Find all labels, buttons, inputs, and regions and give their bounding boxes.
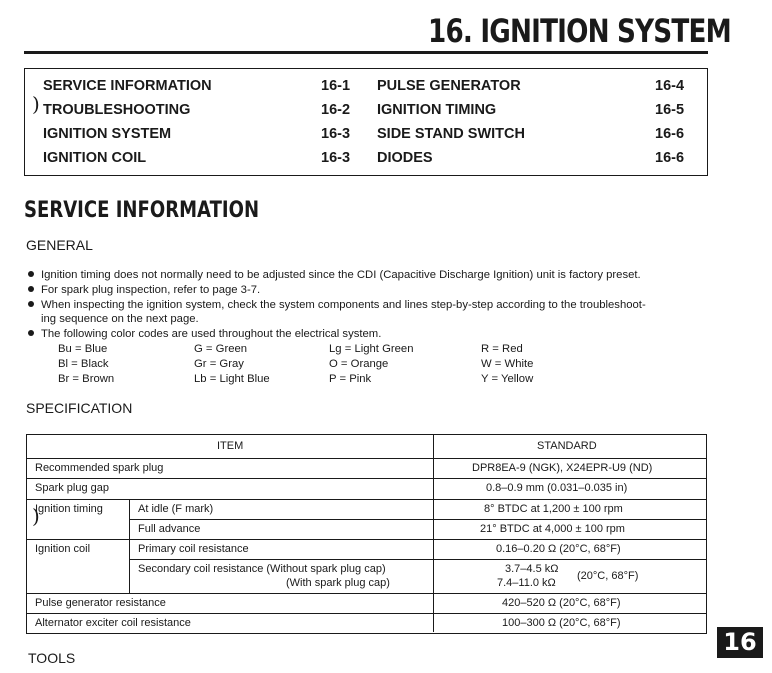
color-code: Lb = Light Blue — [194, 373, 270, 385]
toc-item[interactable]: SIDE STAND SWITCH — [377, 126, 525, 142]
toc-page: 16-3 — [321, 126, 351, 142]
spec-item: Recommended spark plug — [35, 462, 164, 474]
spec-subitem: (With spark plug cap) — [286, 577, 390, 589]
spec-value: 420–520 Ω (20°C, 68°F) — [502, 597, 621, 609]
bullet-dot — [28, 271, 34, 277]
color-code: Br = Brown — [58, 373, 115, 385]
bullet-dot — [28, 330, 34, 336]
table-rule — [27, 458, 706, 459]
color-code: O = Orange — [329, 358, 389, 370]
toc-page: 16-6 — [655, 126, 685, 142]
toc-page: 16-5 — [655, 102, 685, 118]
color-code: Bl = Black — [58, 358, 109, 370]
spec-value: 3.7–4.5 kΩ — [505, 563, 559, 575]
column-header-standard: STANDARD — [537, 440, 597, 452]
bullet-dot — [28, 286, 34, 292]
bullet-item: Ignition timing does not normally need to be adjusted since the CDI (Capacitive Discharge Ignition) unit is factory preset. — [28, 269, 641, 281]
column-header-item: ITEM — [217, 440, 244, 452]
table-rule — [129, 559, 706, 560]
toc-page: 16-6 — [655, 150, 685, 166]
spec-value: (20°C, 68°F) — [577, 570, 639, 582]
spec-item: Ignition timing — [35, 503, 103, 515]
binding-mark: ) — [32, 92, 40, 116]
toc-page: 16-2 — [321, 102, 351, 118]
spec-value: 7.4–11.0 kΩ — [497, 577, 556, 589]
spec-value: 100–300 Ω (20°C, 68°F) — [502, 617, 621, 629]
color-code: Y = Yellow — [481, 373, 534, 385]
spec-item: Ignition coil — [35, 543, 91, 555]
toc-page: 16-1 — [321, 78, 351, 94]
toc-item[interactable]: DIODES — [377, 150, 433, 166]
spec-value: 0.16–0.20 Ω (20°C, 68°F) — [496, 543, 621, 555]
toc-item[interactable]: TROUBLESHOOTING — [43, 102, 191, 118]
general-heading: GENERAL — [26, 237, 93, 253]
toc-item[interactable]: IGNITION COIL — [43, 150, 147, 166]
color-code: P = Pink — [329, 373, 372, 385]
chapter-title: 16. IGNITION SYSTEM — [428, 12, 731, 50]
tools-heading: TOOLS — [28, 650, 76, 666]
spec-subitem: Full advance — [138, 523, 201, 535]
table-rule — [129, 519, 706, 520]
spec-item: Pulse generator resistance — [35, 597, 166, 609]
bullet-dot — [28, 301, 34, 307]
spec-value: DPR8EA-9 (NGK), X24EPR-U9 (ND) — [472, 462, 653, 474]
color-code: Lg = Light Green — [329, 343, 414, 355]
table-rule — [27, 593, 706, 594]
binding-mark: ) — [32, 504, 40, 528]
table-divider — [129, 499, 130, 593]
spec-item: Alternator exciter coil resistance — [35, 617, 191, 629]
bullet-item: The following color codes are used throughout the electrical system. — [28, 328, 381, 340]
bullet-continuation: ing sequence on the next page. — [41, 313, 199, 325]
color-code: W = White — [481, 358, 534, 370]
toc-item[interactable]: IGNITION SYSTEM — [43, 126, 172, 142]
toc-page: 16-3 — [321, 150, 351, 166]
color-code: G = Green — [194, 343, 248, 355]
bullet-item: When inspecting the ignition system, check the system components and lines step-by-step according to the troubleshoot- — [28, 299, 646, 311]
color-code: Bu = Blue — [58, 343, 108, 355]
chapter-tab[interactable]: 16 — [717, 627, 763, 658]
table-rule — [27, 539, 706, 540]
table-rule — [27, 499, 706, 500]
spec-value: 0.8–0.9 mm (0.031–0.035 in) — [486, 482, 628, 494]
spec-subitem: At idle (F mark) — [138, 503, 214, 515]
specification-heading: SPECIFICATION — [26, 400, 133, 416]
header-rule — [24, 51, 708, 54]
spec-item: Spark plug gap — [35, 482, 109, 494]
toc-page: 16-4 — [655, 78, 685, 94]
table-rule — [27, 478, 706, 479]
table-rule — [27, 613, 706, 614]
spec-value: 21° BTDC at 4,000 ± 100 rpm — [480, 523, 625, 535]
toc-item[interactable]: PULSE GENERATOR — [377, 78, 521, 94]
spec-subitem: Secondary coil resistance (Without spark plug cap) — [138, 563, 386, 575]
spec-subitem: Primary coil resistance — [138, 543, 249, 555]
toc-item[interactable]: SERVICE INFORMATION — [43, 78, 212, 94]
color-code: R = Red — [481, 343, 523, 355]
specification-table — [26, 434, 707, 634]
table-divider — [433, 435, 434, 632]
color-code: Gr = Gray — [194, 358, 244, 370]
bullet-item: For spark plug inspection, refer to page 3-7. — [28, 284, 260, 296]
spec-value: 8° BTDC at 1,200 ± 100 rpm — [484, 503, 623, 515]
toc-item[interactable]: IGNITION TIMING — [377, 102, 497, 118]
section-title: SERVICE INFORMATION — [24, 198, 260, 223]
